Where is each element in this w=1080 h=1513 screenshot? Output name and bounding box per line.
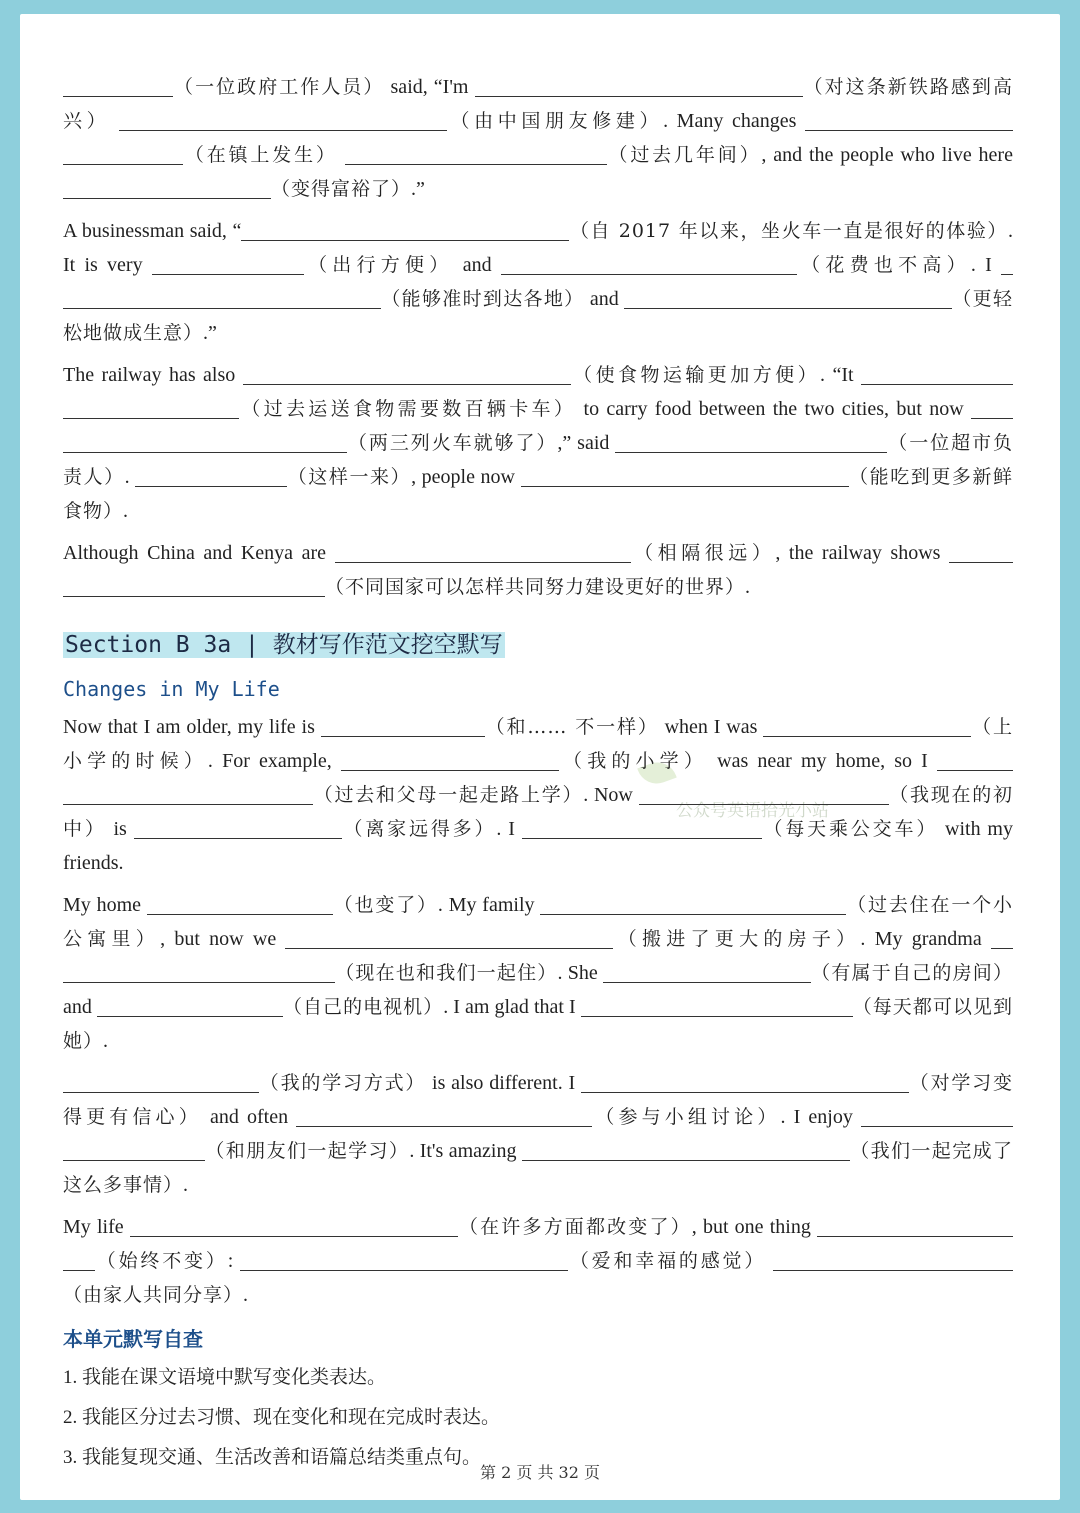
text-segment: e (1004, 144, 1013, 166)
text-segment: , people now (411, 466, 521, 488)
text-segment: . It is very (63, 220, 1013, 276)
text-segment: and (584, 288, 625, 310)
fill-in-blank[interactable] (296, 1104, 592, 1127)
fill-in-blank[interactable] (805, 108, 1013, 131)
chinese-hint: （一位超市负责人） (63, 432, 1013, 488)
fill-in-blank[interactable] (321, 714, 485, 737)
text-segment: : (227, 1250, 241, 1272)
text-segment: My home (63, 894, 147, 916)
fill-in-blank[interactable] (937, 748, 1013, 771)
fill-in-blank[interactable] (63, 1248, 95, 1271)
fill-in-blank[interactable] (243, 362, 571, 385)
text-segment: . It's amazing (409, 1140, 522, 1162)
fill-in-blank[interactable] (861, 1104, 1013, 1127)
chinese-hint: （每天乘公交车） (761, 818, 939, 840)
fill-in-blank[interactable] (639, 782, 889, 805)
chinese-hint: （一位政府工作人员） (173, 76, 385, 98)
fill-in-blank[interactable] (603, 960, 811, 983)
text-segment (110, 110, 119, 132)
text-segment: . (745, 576, 751, 598)
text-segment: . Many changes (663, 110, 805, 132)
text-segment: . (183, 1174, 189, 1196)
page-footer: 第 2 页 共 32 页 (480, 1463, 600, 1482)
self-check-title: 本单元默写自查 (63, 1327, 203, 1351)
chinese-hint: （相隔很远） (630, 542, 776, 564)
text-segment: Although China and Kenya are (63, 542, 335, 564)
fill-in-blank[interactable] (522, 816, 762, 839)
chinese-hint: （有属于自己的房间） (810, 962, 1013, 984)
chinese-hint: （能吃到更多新鲜食物） (63, 466, 1013, 522)
chinese-hint: （和…… 不一样） (484, 716, 659, 738)
fill-in-blank[interactable] (63, 396, 239, 419)
chinese-hint: （离家远得多） (341, 818, 497, 840)
fill-in-blank[interactable] (63, 574, 325, 597)
chinese-hint: （每天都可以见到她） (63, 996, 1013, 1052)
fill-in-blank[interactable] (501, 252, 797, 275)
text-segment: A businessman said, “ (63, 220, 242, 242)
fill-in-blank[interactable] (63, 782, 313, 805)
fill-in-blank[interactable] (63, 960, 335, 983)
fill-in-blank[interactable] (63, 142, 183, 165)
text-segment: . My grandma (860, 928, 991, 950)
text-segment: and (453, 254, 501, 276)
fill-in-blank[interactable] (241, 218, 569, 241)
chinese-hint: （这样一来） (287, 466, 412, 488)
fill-in-blank[interactable] (63, 1070, 259, 1093)
chinese-hint: （现在也和我们一起住） (335, 962, 558, 984)
text-segment: . For example, (207, 750, 341, 772)
chinese-hint: （变得富裕了） (271, 178, 412, 200)
chinese-hint: （出行方便） (303, 254, 454, 276)
fill-in-blank[interactable] (1001, 252, 1013, 275)
text-segment: is (106, 818, 134, 840)
text-segment: . (243, 1284, 249, 1306)
chinese-hint: （在镇上发生） (183, 144, 338, 166)
fill-in-blank[interactable] (63, 430, 347, 453)
text-segment: My life (63, 1216, 130, 1238)
fill-in-blank[interactable] (615, 430, 887, 453)
fill-in-blank[interactable] (135, 464, 287, 487)
text-segment: The railway has also (63, 364, 243, 386)
page-content (63, 14, 1013, 1478)
fill-in-blank[interactable] (861, 362, 1013, 385)
text-segment: . (124, 466, 136, 488)
self-check-item: 2. 我能区分过去习惯、现在变化和现在完成时表达。 (63, 1407, 501, 1428)
fill-in-blank[interactable] (134, 816, 342, 839)
text-segment: . I (970, 254, 1001, 276)
text-segment: .” (411, 178, 425, 200)
chinese-hint: （爱和幸福的感觉） (568, 1250, 767, 1272)
fill-in-blank[interactable] (522, 1138, 850, 1161)
fill-in-blank[interactable] (63, 1138, 205, 1161)
fill-in-blank[interactable] (341, 748, 559, 771)
chinese-hint: （上小学的时候） (63, 716, 1013, 772)
chinese-hint: （我们一起完成了这么多事情） (63, 1140, 1013, 1196)
text-segment: and (63, 996, 97, 1018)
chinese-hint: （过去运送食物需要数百辆卡车） (239, 398, 577, 420)
chinese-hint: （不同国家可以怎样共同努力建设更好的世界） (325, 576, 746, 598)
fill-in-blank[interactable] (63, 74, 173, 97)
chinese-hint: （由家人共同分享） (63, 1284, 244, 1306)
text-segment: . I am glad that I (443, 996, 581, 1018)
fill-in-blank[interactable] (63, 286, 381, 309)
fill-in-blank[interactable] (991, 926, 1013, 949)
chinese-hint: （对这条新铁路感到高兴） (63, 76, 1013, 132)
text-segment: is also different. I (426, 1072, 581, 1094)
fill-in-blank[interactable] (345, 142, 607, 165)
chinese-hint: （过去住在一个小公寓里） (63, 894, 1013, 950)
fill-in-blank[interactable] (540, 892, 846, 915)
text-segment: when I was (658, 716, 764, 738)
fill-in-blank[interactable] (63, 176, 271, 199)
fill-in-blank[interactable] (97, 994, 283, 1017)
text-segment: . (123, 500, 129, 522)
watermark: 公众号英语拾光小站 (676, 801, 829, 821)
fill-in-blank[interactable] (475, 74, 803, 97)
chinese-hint: （使食物运输更加方便） (570, 364, 821, 386)
chinese-hint: （由中国朋友修建） (446, 110, 664, 132)
chinese-hint: （更轻松地做成生意） (63, 288, 1013, 344)
fill-in-blank[interactable] (817, 1214, 1013, 1237)
fill-in-blank[interactable] (240, 1248, 568, 1271)
text-segment: . My family (437, 894, 541, 916)
paragraph (63, 710, 1013, 880)
text-segment: , and the people who live her (761, 144, 1005, 166)
paragraph (63, 70, 1013, 206)
worksheet-page (20, 14, 1060, 1500)
text-segment: . I (496, 818, 522, 840)
text-segment: and often (201, 1106, 297, 1128)
fill-in-blank[interactable] (119, 108, 447, 131)
text-segment (338, 144, 345, 166)
chinese-hint: （也变了） (332, 894, 438, 916)
text-segment: , but one thing (691, 1216, 818, 1238)
paragraph (63, 536, 1013, 604)
text-segment: to carry food between the two cities, but now (576, 398, 971, 420)
fill-in-blank[interactable] (763, 714, 971, 737)
fill-in-blank[interactable] (521, 464, 849, 487)
chinese-hint: （始终不变） (95, 1250, 228, 1272)
chinese-hint: （过去几年间） (606, 144, 762, 166)
fill-in-blank[interactable] (130, 1214, 458, 1237)
fill-in-blank[interactable] (285, 926, 613, 949)
fill-in-blank[interactable] (147, 892, 333, 915)
text-segment: . I enjoy (780, 1106, 861, 1128)
text-segment: was near my home, so I (707, 750, 937, 772)
fill-in-blank[interactable] (335, 540, 631, 563)
chinese-hint: （在许多方面都改变了） (457, 1216, 692, 1238)
section-heading-text: Section B 3a | 教材写作范文挖空默写 (65, 632, 503, 658)
text-segment: . (103, 1030, 109, 1052)
self-check-item: 3. 我能复现交通、生活改善和语篇总结类重点句。 (63, 1447, 482, 1468)
text-segment: ,” said (557, 432, 616, 454)
text-segment: wit (938, 818, 971, 840)
fill-in-blank[interactable] (624, 286, 952, 309)
chinese-hint: （花费也不高） (796, 254, 971, 276)
chinese-hint: （参与小组讨论） (592, 1106, 781, 1128)
self-check-item: 1. 我能在课文语境中默写变化类表达。 (63, 1367, 387, 1388)
text-segment: h my friends. (63, 818, 1013, 874)
chinese-hint: （我的小学） (558, 750, 708, 772)
chinese-hint: （过去和父母一起走路上学） (313, 784, 584, 806)
text-segment: Now that I am older, my life is (63, 716, 321, 738)
paragraph (63, 1066, 1013, 1202)
text-segment: . Now (583, 784, 639, 806)
text-segment: , but now we (160, 928, 286, 950)
fill-in-blank[interactable] (773, 1248, 1013, 1271)
text-segment: .” (203, 322, 217, 344)
text-segment (766, 1250, 773, 1272)
chinese-hint: （和朋友们一起学习） (205, 1140, 410, 1162)
section-heading (63, 628, 1013, 662)
chinese-hint: （对学习变得更有信心） (63, 1072, 1013, 1128)
text-segment: . She (557, 962, 603, 984)
paragraph (63, 1210, 1013, 1312)
fill-in-blank[interactable] (152, 252, 304, 275)
chinese-hint: （我的学习方式） (259, 1072, 427, 1094)
fill-in-blank[interactable] (971, 396, 1013, 419)
paragraph (63, 214, 1013, 350)
chinese-hint: （自 2017 年以来，坐火车一直是很好的体验） (569, 220, 1008, 242)
essay-title: Changes in My Life (63, 677, 280, 701)
exercise-paragraphs (63, 70, 1013, 604)
chinese-hint: （我现在的初中） (63, 784, 1013, 840)
paragraph (63, 888, 1013, 1058)
paragraph (63, 358, 1013, 528)
essay-paragraphs (63, 710, 1013, 1312)
chinese-hint: （搬进了更大的房子） (613, 928, 861, 950)
chinese-hint: （自己的电视机） (282, 996, 444, 1018)
chinese-hint: （两三列火车就够了） (347, 432, 558, 454)
text-segment: said, “I'm (384, 76, 475, 98)
chinese-hint: （能够准时到达各地） (381, 288, 585, 310)
text-segment: , the railway shows (775, 542, 949, 564)
fill-in-blank[interactable] (581, 994, 853, 1017)
fill-in-blank[interactable] (581, 1070, 909, 1093)
fill-in-blank[interactable] (949, 540, 1013, 563)
text-segment: . “It (820, 364, 861, 386)
